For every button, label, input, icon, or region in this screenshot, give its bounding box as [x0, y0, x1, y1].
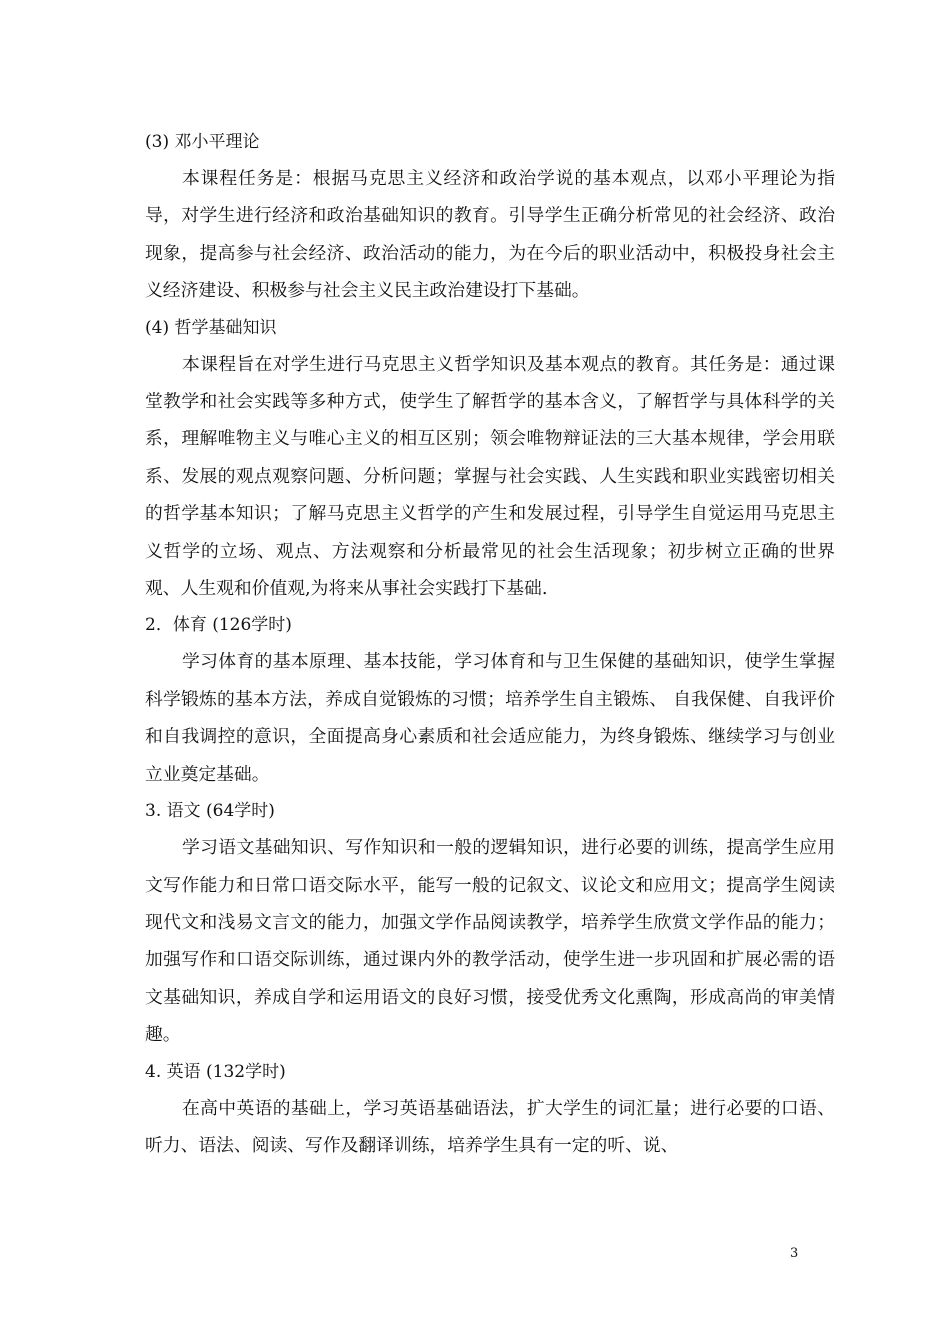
section-heading-english: 4. 英语 (132学时): [145, 1061, 286, 1082]
section-paragraph-physical-education: 学习体育的基本原理、基本技能，学习体育和与卫生保健的基础知识，使学生掌握科学锻炼的基本方法，养成自觉锻炼的习惯；培养学生自主锻炼、 自我保健、自我评价和自我调控的意识，全面提高身心素质和社会适应能力，为终身锻炼、继续学习与创业立业奠定基础。: [145, 651, 835, 785]
section-paragraph-chinese: 学习语文基础知识、写作知识和一般的逻辑知识，进行必要的训练，提高学生应用文写作能力和日常口语交际水平，能写一般的记叙文、议论文和应用文；提高学生阅读现代文和浅易文言文的能力，加强文学作品阅读教学，培养学生欣赏文学作品的能力；加强写作和口语交际训练，通过课内外的教学活动，使学生进一步巩固和扩展必需的语文基础知识，养成自学和运用语文的良好习惯，接受优秀文化熏陶，形成高尚的审美情趣。: [145, 837, 835, 1046]
section-heading-philosophy: (4) 哲学基础知识: [145, 317, 277, 338]
section-heading-physical-education: 2．体育 (126学时): [145, 615, 292, 636]
page-number: 3: [790, 1246, 799, 1261]
section-heading-deng-xiaoping-theory: (3) 邓小平理论: [145, 132, 260, 152]
section-paragraph-philosophy: 本课程旨在对学生进行马克思主义哲学知识及基本观点的教育。其任务是：通过课堂教学和社会实践等多种方式，使学生了解哲学的基本含义，了解哲学与具体科学的关系，理解唯物主义与唯心主义的相互区别；领会唯物辩证法的三大基本规律，学会用联系、发展的观点观察问题、分析问题；掌握与社会实践、人生实践和职业实践密切相关的哲学基本知识；了解马克思主义哲学的产生和发展过程，引导学生自觉运用马克思主义哲学的立场、观点、方法观察和分析最常见的社会生活现象；初步树立正确的世界观、人生观和价值观,为将来从事社会实践打下基础.: [145, 353, 835, 600]
page-content: [145, 124, 835, 1164]
section-paragraph-deng-xiaoping-theory: 本课程任务是：根据马克思主义经济和政治学说的基本观点，以邓小平理论为指导，对学生进行经济和政治基础知识的教育。引导学生正确分析常见的社会经济、政治现象，提高参与社会经济、政治活动的能力，为在今后的职业活动中，积极投身社会主义经济建设、积极参与社会主义民主政治建设打下基础。: [145, 168, 835, 302]
section-heading-chinese: 3. 语文 (64学时): [145, 801, 275, 822]
section-paragraph-english: 在高中英语的基础上，学习英语基础语法，扩大学生的词汇量；进行必要的口语、听力、语法、阅读、写作及翻译训练，培养学生具有一定的听、说、: [145, 1097, 835, 1156]
